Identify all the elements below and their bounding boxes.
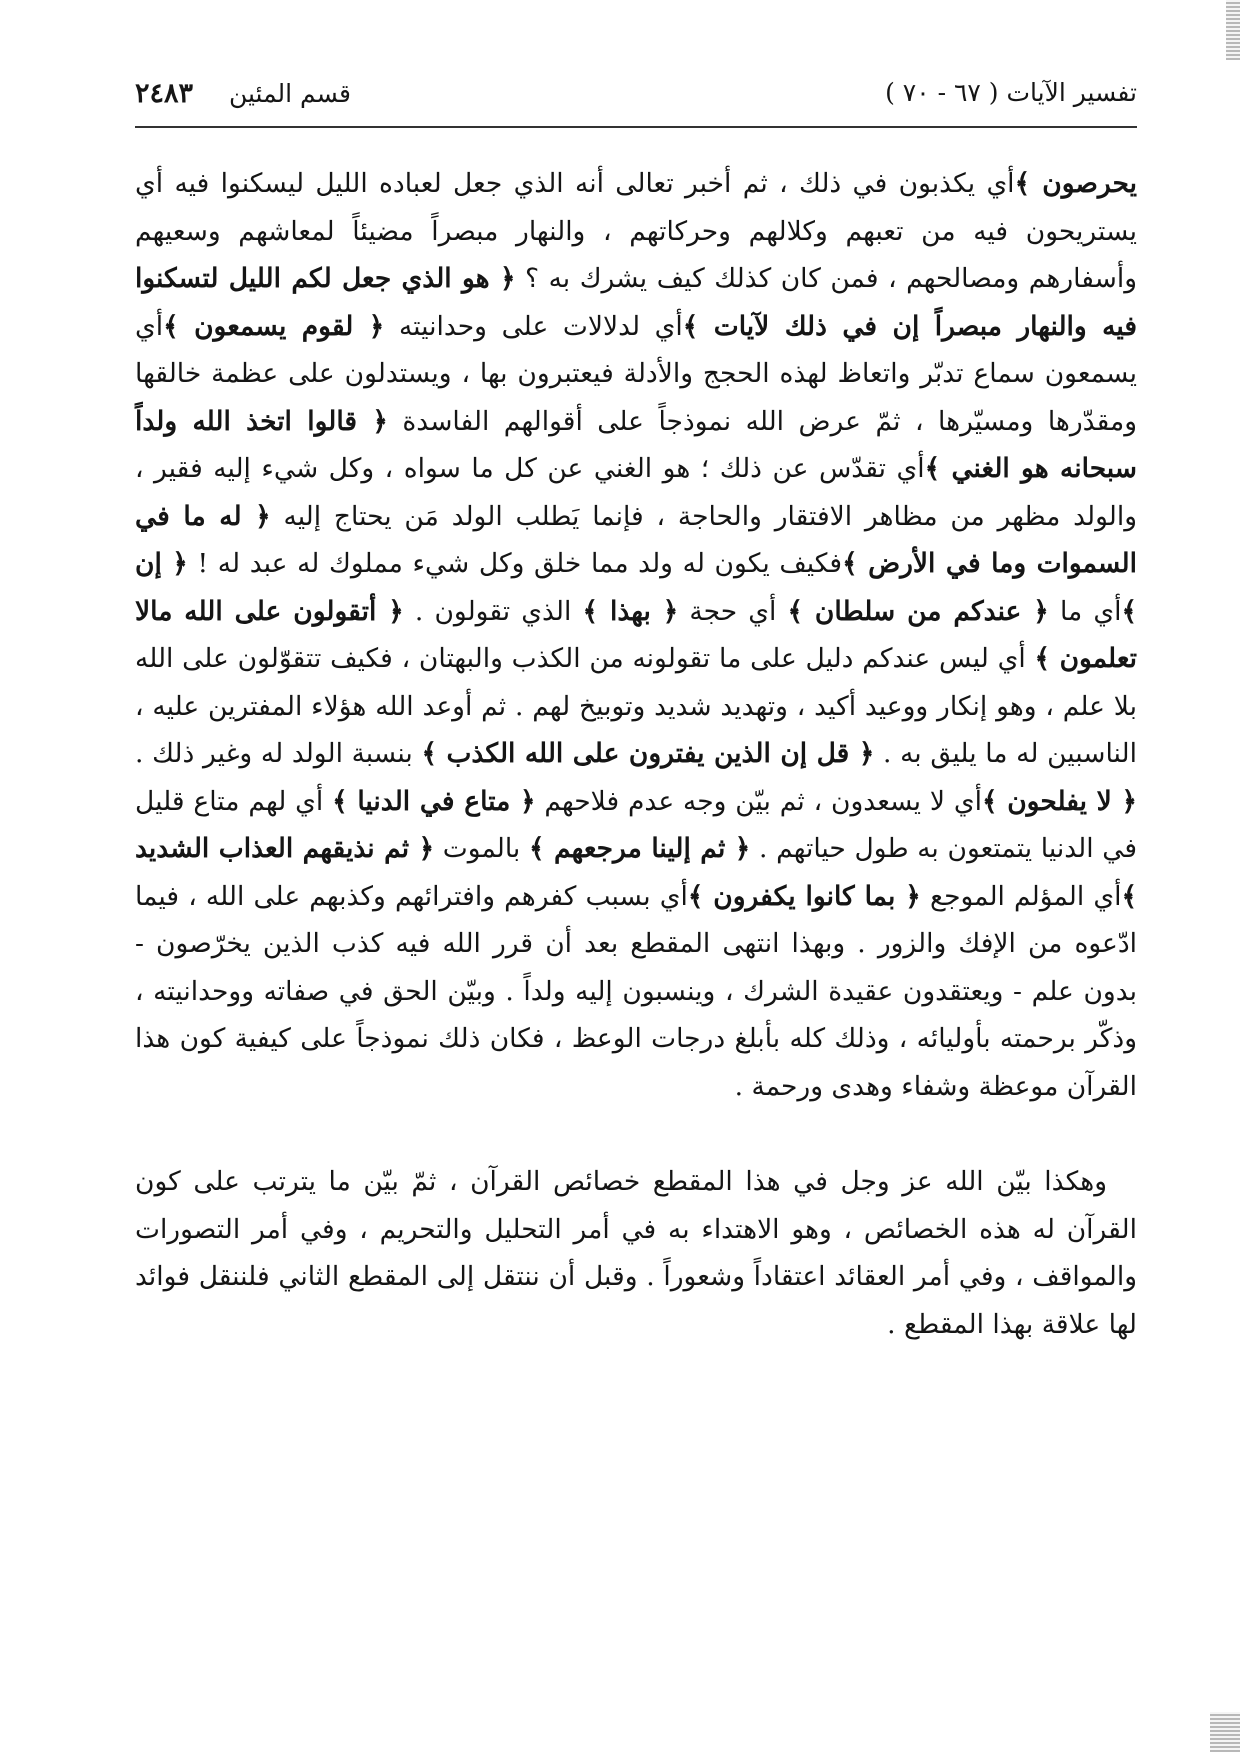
quran-verse-quote: ﴿ ثم إلينا مرجعهم ﴾: [528, 833, 751, 864]
page-number: ٢٤٨٣: [135, 78, 194, 109]
scan-edge-artifact-top: [1226, 0, 1240, 60]
quran-verse-quote: ﴿ متاع في الدنيا ﴾: [332, 785, 536, 817]
header-title: تفسير الآيات ( ٦٧ - ٧٠ ): [885, 78, 1137, 107]
commentary-text: بالموت: [434, 833, 529, 864]
commentary-text: أي يسمعون سماع تدبّر واتعاظ لهذه الحجج والأدلة فيعتبرون بها ، ويستدلون على عظمة خالقها ومقدّرها ومسيّرها ، ثمّ عرض الله نموذجاً على أقوالهم الفاسدة: [135, 310, 1137, 437]
header-divider: [135, 126, 1137, 128]
header-section: قسم المئين: [228, 79, 351, 108]
commentary-text: أي حجة: [678, 595, 788, 627]
quran-verse-quote: ﴿ لا يفلحون ﴾: [981, 785, 1138, 817]
quran-verse-quote: ﴿ قل إن الذين يفترون على الله الكذب ﴾: [421, 738, 875, 769]
header-meta: [135, 78, 351, 109]
quran-verse-quote: ﴿ له ما في السموات وما في الأرض ﴾: [135, 500, 1137, 579]
commentary-text: الذي تقولون .: [403, 595, 583, 627]
commentary-text: أي لهم متاع قليل في الدنيا يتمتعون به طول حياتهم .: [135, 785, 1138, 864]
quran-verse-quote: ﴿ لقوم يسمعون ﴾: [163, 310, 385, 342]
quran-verse-quote: ﴿ بما كانوا يكفرون ﴾: [687, 880, 921, 912]
scan-edge-artifact-bottom: [1210, 1712, 1240, 1752]
main-text: [135, 160, 1137, 1348]
paragraph-1: [135, 160, 1137, 1110]
quran-verse-quote: يحرصون ﴾: [1014, 168, 1137, 199]
quran-verse-quote: ﴿ هو الذي جعل لكم الليل لتسكنوا فيه والنهار مبصراً إن في ذلك لآيات ﴾: [135, 263, 1137, 342]
quran-verse-quote: ﴿ أتقولون على الله مالا تعلمون ﴾: [135, 595, 1137, 674]
commentary-text: أي لا يسعدون ، ثم بيّن وجه عدم فلاحهم: [535, 785, 982, 817]
commentary-text: بنسبة الولد له وغير ذلك .: [135, 738, 422, 769]
running-header: [135, 70, 1137, 120]
quran-verse-quote: ﴿ ثم نذيقهم العذاب الشديد ﴾: [135, 833, 1137, 912]
commentary-text: أي بسبب كفرهم وافترائهم وكذبهم على الله ، فيما ادّعوه من الإفك والزور . وبهذا انتهى المقطع بعد أن قرر الله فيه كذب الذين يخرّصون - بدون علم - ويعتقدون عقيدة الشرك ، وينسبون إليه ولداً . وبيّن الحق في صفاته ووحدانيته ، وذكّر برحمته بأوليائه ، وذلك كله بأبلغ درجات الوعظ ، فكان ذلك نموذجاً على كيفية كون هذا القرآن موعظة وشفاء وهدى ورحمة .: [135, 880, 1137, 1102]
commentary-text: وهكذا بيّن الله عز وجل في هذا المقطع خصائص القرآن ، ثمّ بيّن ما يترتب على كون القرآن له هذه الخصائص ، وهو الاهتداء به في أمر التحليل والتحريم ، وفي أمر التصورات والمواقف ، وفي أمر العقائد اعتقاداً وشعوراً . وقبل أن ننتقل إلى المقطع الثاني فلننقل فوائد لها علاقة بهذا المقطع .: [135, 1166, 1137, 1340]
quran-verse-quote: ﴿ قالوا اتخذ الله ولداً سبحانه هو الغني ﴾: [135, 405, 1137, 484]
commentary-text: فكيف يكون له ولد مما خلق وكل شيء مملوك له عبد له !: [187, 548, 843, 579]
commentary-text: أي تقدّس عن ذلك ؛ هو الغني عن كل ما سواه ، وكل شيء إليه فقير ، والولد مظهر من مظاهر الافتقار والحاجة ، فإنما يَطلب الولد مَن يحتاج إليه: [135, 453, 1137, 532]
commentary-text: أي ليس عندكم دليل على ما تقولونه من الكذب والبهتان ، فكيف تتقوّلون على الله بلا علم ، وهو إنكار ووعيد أكيد ، وتهديد شديد وتوبيخ لهم . ثم أوعد الله هؤلاء المفترين عليه ، الناسبين له ما يليق به .: [135, 643, 1137, 769]
paragraph-2: [135, 1158, 1137, 1348]
commentary-text: أي يكذبون في ذلك ، ثم أخبر تعالى أنه الذي جعل لعباده الليل ليسكنوا فيه أي يستريحون فيه من تعبهم وكلالهم وحركاتهم ، والنهار مبصراً مضيئاً لمعاشهم وسعيهم وأسفارهم ومصالحهم ، فمن كان كذلك كيف يشرك به ؟: [135, 168, 1137, 294]
quran-verse-quote: ﴿ عندكم من سلطان ﴾: [787, 595, 1049, 627]
commentary-text: أي لدلالات على وحدانيته: [384, 310, 683, 342]
quran-verse-quote: ﴿ بهذا ﴾: [582, 595, 679, 627]
quran-verse-quote: ﴿ إن ﴾: [135, 548, 1137, 627]
commentary-text: أي ما: [1048, 595, 1122, 627]
commentary-text: أي المؤلم الموجع: [920, 880, 1122, 912]
